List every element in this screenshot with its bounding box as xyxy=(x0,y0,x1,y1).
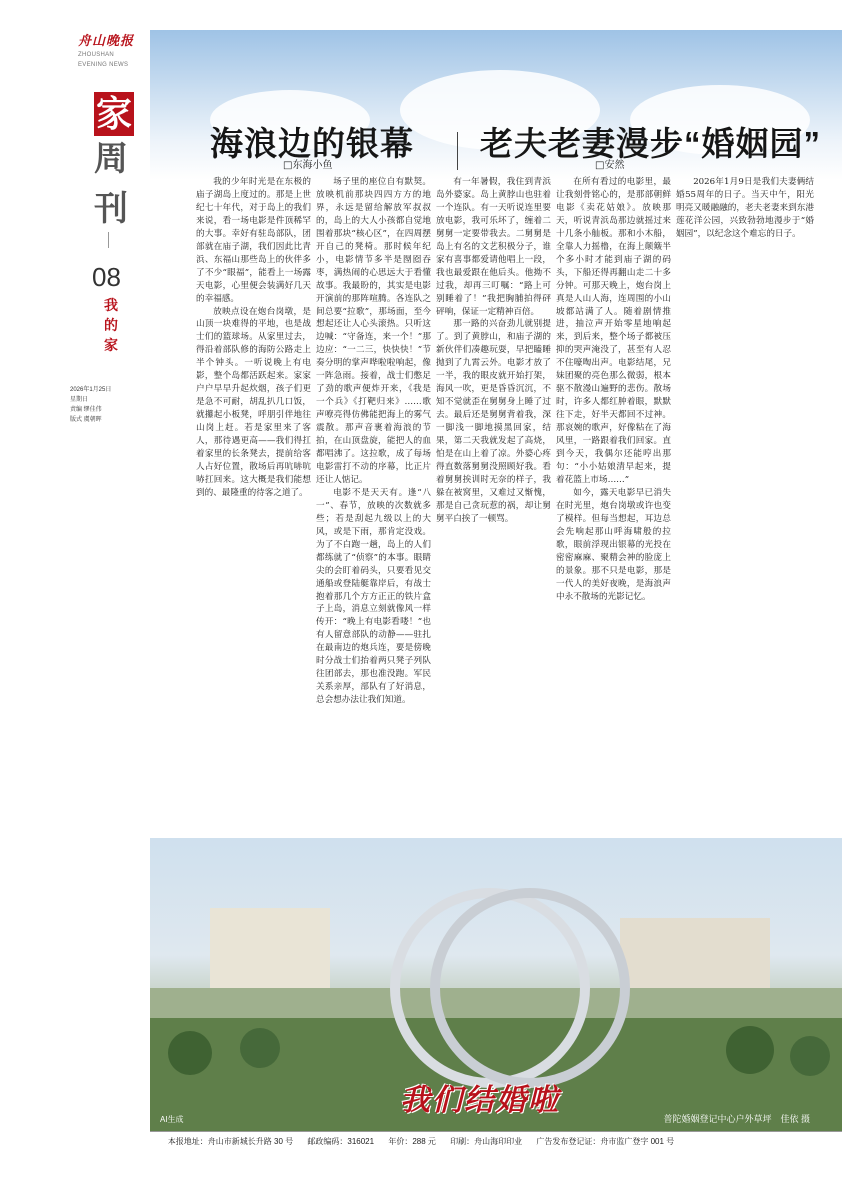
left-article-col-1 xyxy=(196,176,311,500)
right-article-byline: □安然 xyxy=(595,160,625,171)
left-article-col-3 xyxy=(436,176,551,526)
article-paragraph: 如今，露天电影早已消失在时光里，炮台岗墩或许也变了模样。但每当想起，耳边总会先响起那山呼海啸般的拉歌，眼前浮现出银幕的光投在密密麻麻、聚精会神的脸庞上的景象。那不只是电影，那是一代人的美好夜晚，是海浪声中永不散场的光影记忆。 xyxy=(556,487,671,602)
article-paragraph: 有一年暑假，我住到青浜岛外婆家。岛上黄脖山也驻着一个连队。有一天听说连里要放电影，我可乐坏了，缠着二舅舅一定要带我去。二舅舅是岛上有名的文艺积极分子，谁家有喜事都爱请他唱上一段，我也最爱跟在他后头。他拗不过我，却再三叮嘱：“路上可别睡着了！”我把胸脯拍得砰砰响，保证一定精神百倍。 xyxy=(436,177,551,317)
masthead-english: ZHOUSHAN xyxy=(78,52,115,58)
section-name: 我的家 xyxy=(104,298,118,354)
right-article-col-1 xyxy=(676,176,814,241)
article-paragraph: 我的少年时光是在东极的庙子湖岛上度过的。那是上世纪七十年代，对于岛上的我们来说，看一场电影是件顶稀罕的大事。幸好有驻岛部队，团部就在庙子湖，我们因此比青浜、东福山那些岛上的伙伴多了不少“眼福”，能看上一场露天电影，心里便会装满好几天的幸福感。 xyxy=(196,177,311,304)
issue-date: 2026年1月25日 xyxy=(70,387,112,393)
photo-banner: 我们结婚啦 xyxy=(400,1083,560,1118)
layout-credit: 版式 虞朝晖 xyxy=(70,417,102,423)
footer-divider xyxy=(150,1131,842,1132)
masthead-english-2: EVENING NEWS xyxy=(78,62,129,68)
article-paragraph: 那一路的兴奋劲儿就别提了。到了黄脖山，和庙子湖的新伙伴们凑趣玩耍，早把瞌睡抛到了九霄云外。电影才放了一半，我的眼皮就开始打架，海风一吹，更是昏昏沉沉，不知不觉就歪在舅舅身上睡了过去。最后还是舅舅背着我，深一脚浅一脚地摸黑回家，结果，第二天我就发起了高烧，怕是在山上着了凉。外婆心疼得直数落舅舅没照顾好我。看着舅舅挨训时无奈的样子，我躲在被窝里，又难过又惭愧，那是自己贪玩惹的祸，却让舅舅平白挨了一顿骂。 xyxy=(436,319,551,524)
article-paragraph: 场子里的座位自有默契。放映机前那块四四方方的地界，永远是留给解放军叔叔的，岛上的大人小孩都自觉地围着那块“核心区”，在四周摆开自己的凳椅。那时候年纪小，电影情节多半是囫囵吞枣，满热闹的心思远大于看懂故事。我最盼的，其实是电影开演前的那阵喧腾。各连队之间总要“拉歌”，那场面，至今想起还让人心头滚热。只听这边喊：“守备连，来一个！”那边应：“一二三，快快快！”节奏分明的掌声哗啦啦响起，像一阵急雨。接着，战士们憋足了劲的歌声便炸开来，《我是一个兵》《打靶归来》……歌声嘹亮得仿佛能把海上的雾气震散。那声音裹着海浪的节拍，在山顶盘旋，能把人的血都唱沸了。这拉歌，成了每场电影雷打不动的序幕，比正片还让人惦记。 xyxy=(316,177,431,485)
footer-postcode: 邮政编码：316021 xyxy=(307,1137,375,1146)
left-article-title: 海浪边的银幕 xyxy=(210,125,414,162)
editor-credit: 责编 缪佳伟 xyxy=(70,407,102,413)
left-article-byline: □东海小鱼 xyxy=(283,160,333,171)
issue-weekday: 星期日 xyxy=(70,397,89,403)
wedding-lawn-photo xyxy=(150,838,842,1131)
footer-price: 年价：288 元 xyxy=(388,1137,436,1146)
supplement-char-zhou: 周 xyxy=(94,139,128,179)
article-paragraph: 2026年1月9日是我们夫妻俩结婚55周年的日子。当天中午，阳光明亮又暖融融的，老夫老妻来到东港莲花洋公园，兴致勃勃地漫步于“婚姻园”，以纪念这个难忘的日子。 xyxy=(676,177,814,239)
left-article-col-2 xyxy=(316,176,431,707)
supplement-char-jia: 家 xyxy=(95,93,132,135)
right-article-title: 老夫老妻漫步“婚姻园” xyxy=(480,125,821,162)
footer xyxy=(0,1136,842,1147)
article-paragraph: 在所有看过的电影里，最让我刻骨铭心的，是那部朝鲜电影《卖花姑娘》。放映那天，听说青浜岛那边就摇过来十几条小舢板。那和小木船，全靠人力摇橹，在海上颠簸半个多小时才能到庙子湖的码头，下船还得再翻山走二十多分钟。可那天晚上，炮台岗上真是人山人海，连周围的小山坡都站满了人。随着剧情推进，抽泣声开始零星地响起来，到后来，整个场子都被压抑的哭声淹没了，甚至有人忍不住嚎啕出声。电影结尾，兄妹团聚的亮色那么微弱，根本驱不散漫山遍野的悲伤。散场时，许多人都红肿着眼，默默往下走，好半天都回不过神。那哀婉的歌声，好像粘在了海风里，一路跟着我们回家。直到今天，我偶尔还能哼出那句：“小小姑娘清早起来，提着花篮上市场……” xyxy=(556,177,671,485)
supplement-char-kan: 刊 xyxy=(94,189,128,229)
article-paragraph: 电影不是天天有。逢“八一”、春节，放映的次数就多些；若是刮起九级以上的大风，或是下雨，那肯定没戏。为了不白跑一趟，岛上的人们都练就了“侦察”的本事。眼睛尖的会盯着码头，只要看见交通船或登陆艇靠岸后，有战士抱着那几个方方正正的铁片盒子上岛，消息立刻就像风一样传开：“晚上有电影看喽！”也有人留意部队的动静——驻扎在最南边的炮兵连，要是傍晚时分战士们抬着两只凳子列队往团部去，那也准没跑。军民关系亲厚，部队有了好消息，总会想办法让我们知道。 xyxy=(316,487,431,706)
left-article-col-4 xyxy=(556,176,671,603)
issue-meta xyxy=(70,385,111,425)
masthead-title: 舟山晚报 xyxy=(78,34,135,49)
article-paragraph: 放映点设在炮台岗墩，是山顶一块难得的平地，也是战士们的篮球场。从家里过去，得沿着部队修的海防公路走上半个钟头。一听说晚上有电影，整个岛都活跃起来。家家户户早早升起炊烟，孩子们更是急不可耐，胡乱扒几口饭，就攥起小板凳，呼朋引伴地往山岗上赶。若是家里来了客人，那待遇更高——我们得扛着家里的长条凳去，提前给客人占好位置，散场后再吭哧吭哧扛回来。这大概是我们能想到的、最隆重的待客之道了。 xyxy=(196,306,311,498)
photo-credit: AI生成 xyxy=(160,1115,184,1124)
issue-number: 08 xyxy=(92,262,121,292)
footer-ad-license: 广告发布登记证：舟市监广登字 001 号 xyxy=(536,1137,675,1146)
title-divider xyxy=(457,132,458,170)
masthead xyxy=(78,30,134,69)
footer-printer: 印刷：舟山海印印业 xyxy=(450,1137,523,1146)
photo-caption: 普陀婚姻登记中心户外草坪 佳依 摄 xyxy=(663,1114,810,1124)
decor-divider xyxy=(108,232,109,248)
footer-address: 本报地址：舟山市新城长升路 30 号 xyxy=(167,1137,294,1146)
